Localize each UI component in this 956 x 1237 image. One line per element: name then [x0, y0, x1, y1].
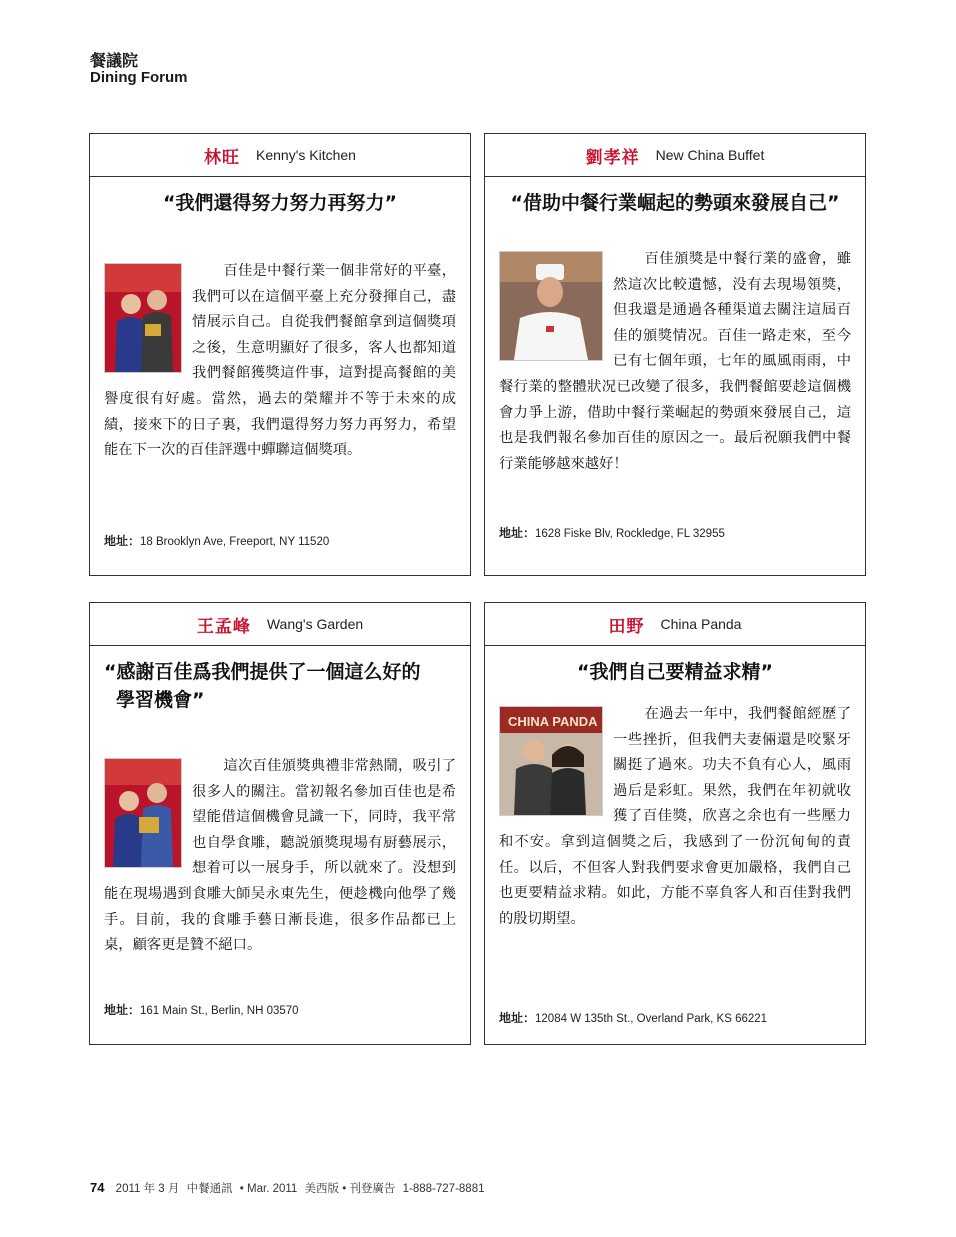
page-footer [90, 1180, 488, 1196]
article-text: 這次百佳頒獎典禮非常熱鬧，吸引了很多人的關注。當初報名參加百佳也是希望能借這個機會見識一下，同時，我平常也自學食雕，聽説頒獎現場有厨藝展示，想着可以一展身手，所以就來了。没想到能在現場遇到食雕大師吴永東先生，便趁機向他學了幾手。目前，我的食雕手藝日漸長進，很多作品都已上桌，顧客更是贊不絕口。 [104, 758, 456, 954]
owners-photo [499, 706, 603, 816]
article-text: 百佳是中餐行業一個非常好的平臺，我們可以在這個平臺上充分發揮自己，盡情展示自己。自從我們餐館拿到這個獎項之後，生意明顯好了很多，客人也都知道我們餐館獲獎這件事，這對提高餐館的美譽度很有好處。當然，過去的榮耀并不等于未來的成績，接來下的日子裏，我們還得努力努力再努力，希望能在下一次的百佳評選中蟬聯這個獎項。 [104, 263, 456, 459]
pull-quote: “我們自己要精益求精” [577, 661, 773, 683]
issue-date-cn: 2011 年 3 月 [115, 1183, 180, 1195]
address-label: 地址： [499, 1011, 536, 1025]
card-header [485, 603, 865, 646]
address-value: 161 Main St., Berlin, NH 03570 [140, 1005, 299, 1017]
restaurant-name: Kenny's Kitchen [256, 147, 356, 163]
profile-card-wang-mengfeng [89, 602, 471, 1045]
restaurant-name: Wang's Garden [266, 616, 364, 632]
award-photo [104, 758, 182, 868]
chef-photo [499, 251, 603, 361]
address [104, 1001, 299, 1018]
pull-quote: “我們還得努力努力再努力” [163, 192, 397, 214]
profile-card-tian-ye [484, 602, 866, 1045]
person-name: 王孟峰 [196, 616, 251, 637]
address-value: 18 Brooklyn Ave, Freeport, NY 11520 [140, 536, 330, 548]
restaurant-name: China Panda [660, 616, 742, 632]
card-header [90, 603, 470, 646]
address-value: 12084 W 135th St., Overland Park, KS 66221 [535, 1013, 768, 1025]
article-text: 百佳頒獎是中餐行業的盛會，雖然這次比較遺憾，没有去現場領獎，但我還是通過各種渠道去關注這屆百佳的頒獎情况。百佳一路走來，至今已有七個年頭，七年的風風雨雨，中餐行業的整體狀况已改變了很多，我們餐館要趁這個機會力爭上游，借助中餐行業崛起的勢頭來發展自己，這也是我們報名參加百佳的原因之一。最后祝願我們中餐行業能够越來越好！ [499, 251, 851, 472]
publication-name: 中餐通訊 [186, 1183, 233, 1195]
issue-date-en: • Mar. 2011 [239, 1183, 298, 1195]
profile-card-lin-wang [89, 133, 471, 576]
page-number: 74 [90, 1180, 105, 1195]
restaurant-name: New China Buffet [655, 147, 765, 163]
person-name: 劉孝祥 [585, 147, 640, 168]
profile-card-liu-xiaoxiang [484, 133, 866, 576]
article-body [104, 754, 456, 959]
section-title-en: Dining Forum [90, 69, 188, 86]
pull-quote: “感謝百佳爲我們提供了一個這么好的學習機會” [104, 661, 421, 711]
address [499, 524, 725, 541]
card-header [485, 134, 865, 177]
article-text: 在過去一年中，我們餐館經歷了一些挫折，但我們夫妻倆還是咬緊牙關挺了過來。功夫不負有心人，風雨過后是彩虹。果然，我們在年初就收獲了百佳獎，欣喜之余也有一些壓力和不安。拿到這個獎之后，我感到了一份沉甸甸的責任。以后，不但客人對我們要求會更加嚴格，我們自己也更要精益求精。如此，方能不辜負客人和百佳對我們的殷切期望。 [499, 706, 851, 927]
address-label: 地址： [104, 1003, 141, 1017]
photo-sign-text: CHINA PANDA [508, 714, 598, 729]
award-photo [104, 263, 182, 373]
person-name: 田野 [608, 616, 645, 637]
person-name: 林旺 [204, 147, 241, 168]
pull-quote: “借助中餐行業崛起的勢頭來發展自己” [510, 192, 840, 214]
section-title-cn: 餐議院 [90, 51, 139, 70]
address [499, 1009, 767, 1026]
edition-label: 美西版 • 刊登廣告 [304, 1183, 396, 1195]
article-body [104, 259, 456, 464]
card-header [90, 134, 470, 177]
address-label: 地址： [499, 526, 536, 540]
phone-number: 1-888-727-8881 [402, 1183, 485, 1195]
address [104, 532, 329, 549]
article-body [499, 247, 851, 477]
address-value: 1628 Fiske Blv, Rockledge, FL 32955 [535, 528, 725, 540]
article-body [499, 702, 851, 932]
address-label: 地址： [104, 534, 141, 548]
